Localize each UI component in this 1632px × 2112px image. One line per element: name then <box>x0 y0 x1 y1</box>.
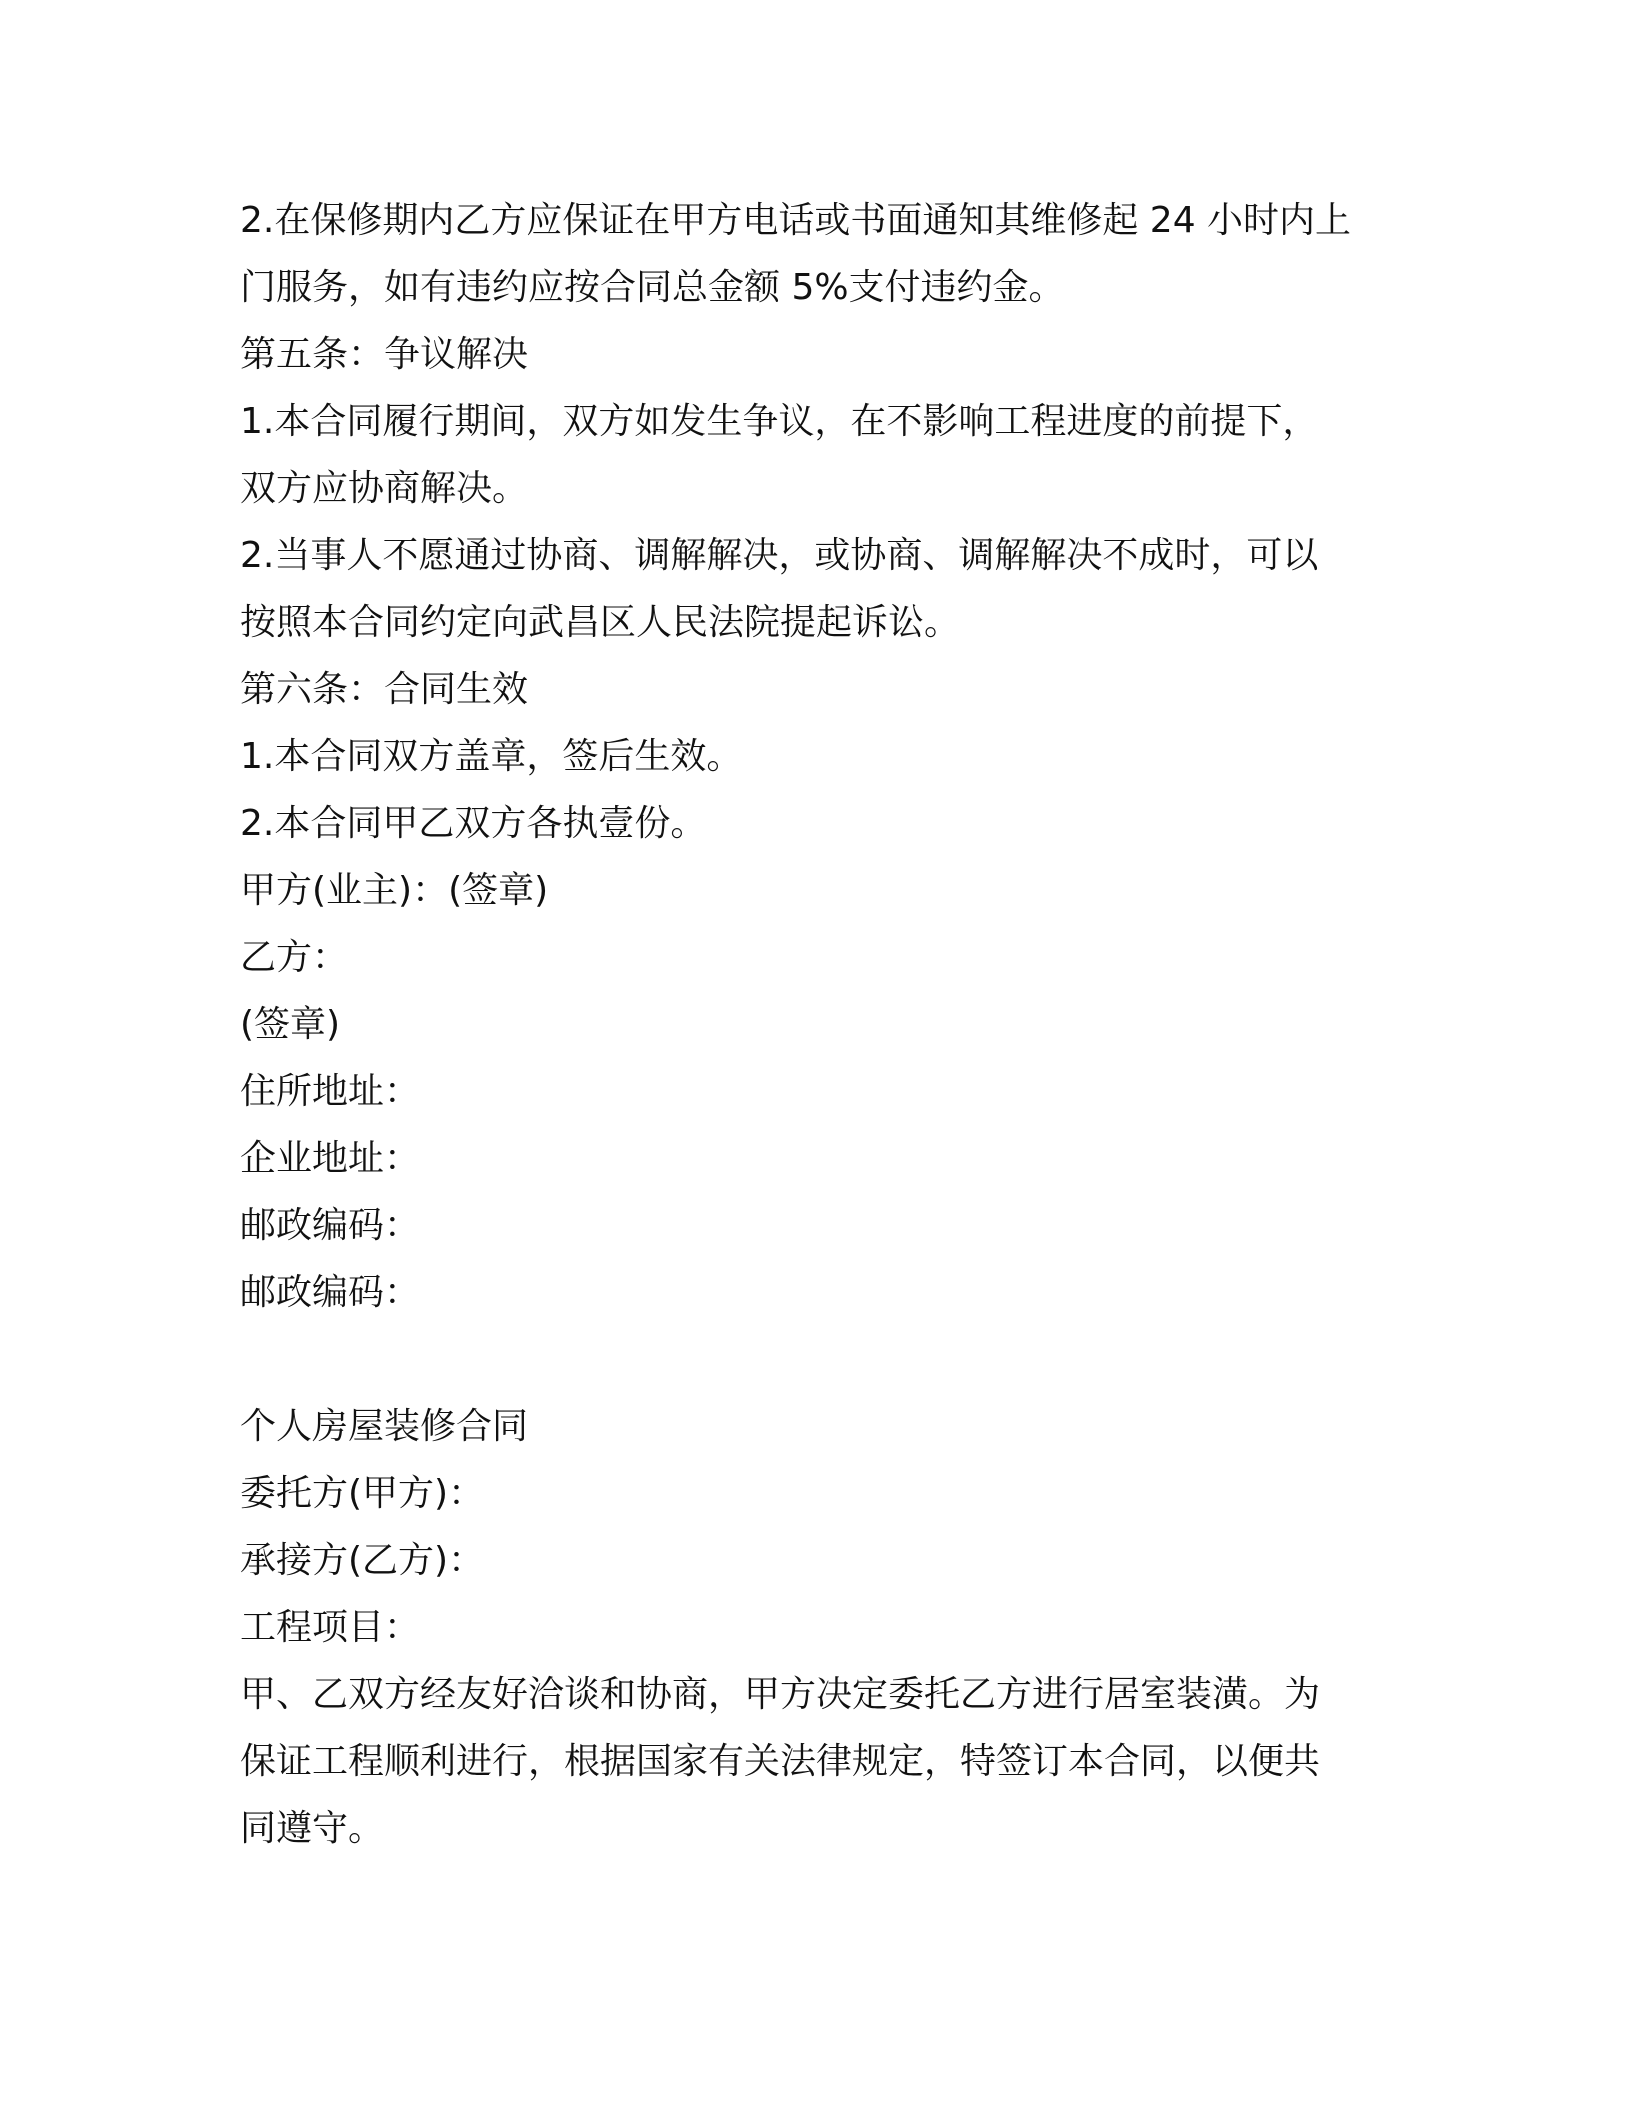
contract-title: 个人房屋装修合同 <box>240 1406 529 1447</box>
text-line: 甲、乙双方经友好洽谈和协商，甲方决定委托乙方进行居室装潢。为 <box>240 1674 1321 1715</box>
text-line: 双方应协商解决。 <box>240 468 529 509</box>
text-line: 2.在保修期内乙方应保证在甲方电话或书面通知其维修起 24 小时内上 <box>240 200 1352 241</box>
signature-party-b: 乙方： <box>240 937 349 978</box>
signature-seal: (签章) <box>240 1004 341 1045</box>
project-field: 工程项目： <box>240 1607 421 1648</box>
text-line: 2.当事人不愿通过协商、调解解决，或协商、调解解决不成时，可以 <box>240 535 1319 576</box>
residence-address-field: 住所地址： <box>240 1071 421 1112</box>
postal-code-field: 邮政编码： <box>240 1272 421 1313</box>
text-line: 1.本合同履行期间，双方如发生争议，在不影响工程进度的前提下， <box>240 401 1319 442</box>
section-heading: 第五条：争议解决 <box>240 334 529 375</box>
text-line: 1.本合同双方盖章，签后生效。 <box>240 736 743 777</box>
text-line: 按照本合同约定向武昌区人民法院提起诉讼。 <box>240 602 961 643</box>
signature-party-a: 甲方(业主)：(签章) <box>240 870 549 911</box>
document-body <box>240 187 1392 1862</box>
contractor-field: 承接方(乙方)： <box>240 1540 485 1581</box>
text-line: 门服务，如有违约应按合同总金额 5%支付违约金。 <box>240 267 1065 308</box>
postal-code-field: 邮政编码： <box>240 1205 421 1246</box>
client-field: 委托方(甲方)： <box>240 1473 485 1514</box>
text-line: 2.本合同甲乙双方各执壹份。 <box>240 803 707 844</box>
text-line: 保证工程顺利进行，根据国家有关法律规定，特签订本合同，以便共 <box>240 1741 1321 1782</box>
text-line: 同遵守。 <box>240 1808 385 1849</box>
section-heading: 第六条：合同生效 <box>240 669 529 710</box>
spacer <box>240 1326 1392 1393</box>
company-address-field: 企业地址： <box>240 1138 421 1179</box>
